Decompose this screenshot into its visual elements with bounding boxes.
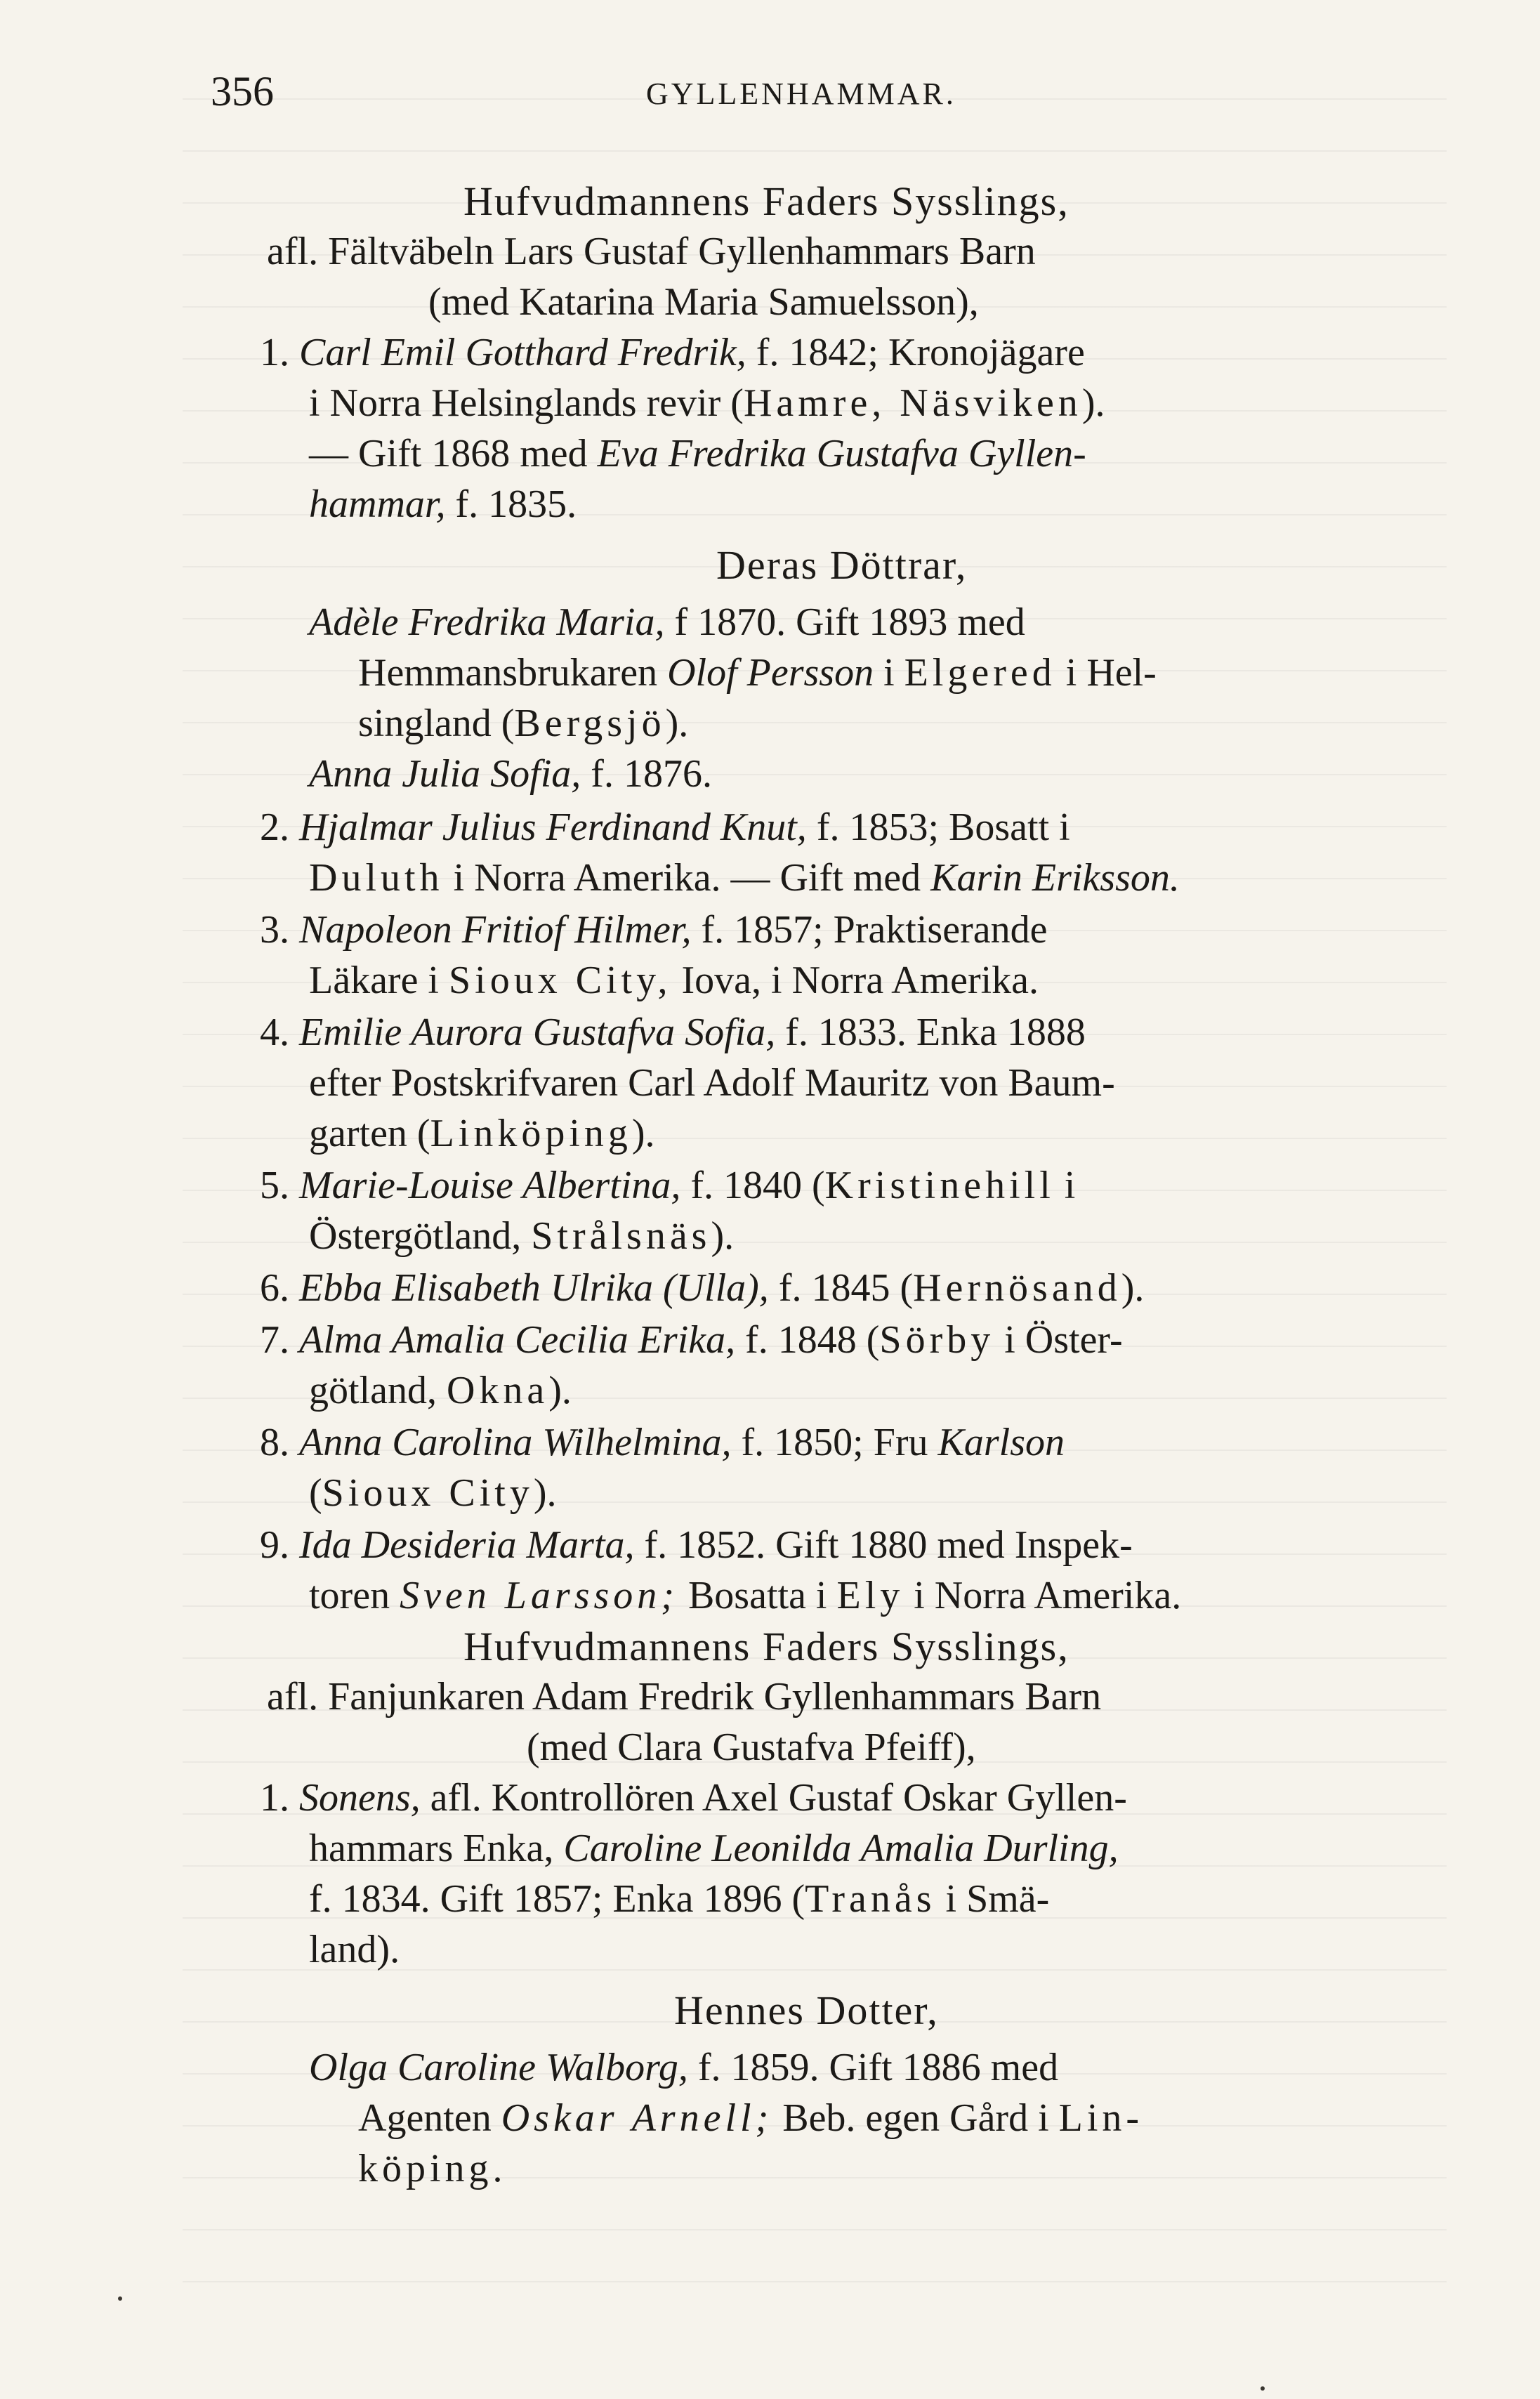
entry-line: [260, 1525, 1133, 1565]
person-name: Ida Desideria Marta,: [299, 1523, 635, 1567]
text-line: [358, 704, 688, 743]
place-name: Duluth: [309, 856, 444, 900]
section-heading: Hufvudmannens Faders Sysslings,: [463, 178, 1070, 224]
text-span: Hemmansbrukaren: [358, 651, 658, 695]
text-span: (: [309, 1471, 322, 1515]
person-name: Sven Larsson;: [400, 1574, 678, 1617]
text-line: [309, 1216, 734, 1256]
text-line: [309, 961, 1039, 1000]
text-line: [309, 1829, 1119, 1868]
entry-number: 1.: [260, 1776, 289, 1820]
person-name: Hjalmar Julius Ferdinand Knut,: [299, 806, 807, 849]
place-name: Tranås: [805, 1877, 936, 1921]
entry-line: [260, 908, 1048, 952]
person-name: Oskar Arnell;: [501, 2096, 773, 2140]
text-span: i Norra Amerika. — Gift med: [453, 856, 921, 900]
entry-line: [260, 1778, 1127, 1818]
text-span: i Smä-: [945, 1877, 1050, 1921]
text-span: toren: [309, 1574, 390, 1617]
text-span: ).: [631, 1112, 655, 1155]
entry-text: f. 1850; Fru: [741, 1421, 928, 1464]
text-line: [309, 2048, 1058, 2087]
text-line: [309, 1576, 1181, 1615]
entry-number: 3.: [260, 908, 289, 952]
text-span: garten (: [309, 1112, 430, 1155]
text-line: [358, 651, 1157, 695]
place-name: Linköping: [430, 1112, 632, 1155]
entry-text: f. 1845 (: [778, 1266, 914, 1310]
entry-line: [260, 1166, 1075, 1205]
text-line: köping.: [358, 2147, 507, 2190]
place-name: Okna: [446, 1369, 549, 1412]
text-line: (med Clara Gustafva Pfeiff),: [527, 1726, 976, 1769]
text-span: f. 1834. Gift 1857; Enka 1896 (: [309, 1877, 805, 1921]
person-name: Karlson: [937, 1421, 1065, 1464]
person-name: Karin Eriksson.: [930, 856, 1180, 900]
person-name: Adèle Fredrika Maria,: [309, 600, 665, 644]
text-line: [309, 600, 1025, 644]
place-name: Kristinehill: [824, 1164, 1055, 1207]
person-name: Marie-Louise Albertina,: [299, 1164, 681, 1207]
text-line: [309, 1473, 556, 1513]
text-span: ).: [1121, 1266, 1145, 1310]
place-name: Hamre, Näsviken: [743, 381, 1082, 425]
text-line: [309, 383, 1105, 423]
text-span: Bosatta i: [687, 1574, 827, 1617]
place-name: Hernösand: [913, 1266, 1121, 1310]
entry-number: 9.: [260, 1523, 289, 1567]
place-name: Ely: [836, 1574, 904, 1617]
text-span: Iova, i Norra Amerika.: [681, 959, 1039, 1002]
section-heading: Hufvudmannens Faders Sysslings,: [463, 1624, 1070, 1669]
person-name: Emilie Aurora Gustafva Sofia,: [299, 1011, 776, 1054]
entry-text: f. 1848 (: [745, 1318, 880, 1362]
text-line: [309, 754, 712, 794]
text-line: afl. Fältväbeln Lars Gustaf Gyllenhammars Barn: [267, 230, 1036, 273]
text-line: [309, 858, 1180, 898]
person-name: Ebba Elisabeth Ulrika (Ulla),: [299, 1266, 769, 1310]
running-title: GYLLENHAMMAR.: [646, 77, 956, 111]
text-span: singland (: [358, 702, 515, 745]
person-name: Olga Caroline Walborg,: [309, 2046, 688, 2089]
text-line: [309, 1879, 1049, 1919]
person-name: Eva Fredrika Gustafva Gyllen-: [597, 432, 1086, 475]
entry-number: 1.: [260, 331, 289, 374]
entry-text: afl. Kontrollören Axel Gustaf Oskar Gyllen-: [430, 1776, 1127, 1820]
text-span: f. 1835.: [455, 482, 577, 526]
text-line: (med Katarina Maria Samuelsson),: [428, 280, 979, 324]
text-span: i Hel-: [1065, 651, 1157, 695]
text-span: ).: [711, 1214, 735, 1258]
entry-line: [260, 1268, 1144, 1308]
text-span: f. 1859. Gift 1886 med: [697, 2046, 1059, 2089]
entry-number: 2.: [260, 806, 289, 849]
paper-speck: [118, 2296, 122, 2301]
section-heading: Deras Döttrar,: [716, 542, 968, 588]
entry-text: f. 1840 (: [690, 1164, 825, 1207]
person-name: Carl Emil Gotthard Fredrik,: [299, 331, 746, 374]
text-line: [309, 434, 1086, 473]
text-span: f 1870. Gift 1893 med: [674, 600, 1025, 644]
person-name: Olof Persson: [667, 651, 874, 695]
entry-text: f. 1842; Kronojägare: [756, 331, 1085, 374]
person-name: hammar,: [309, 482, 446, 526]
person-name: Napoleon Fritiof Hilmer,: [299, 908, 692, 952]
entry-text: f. 1852. Gift 1880 med Inspek-: [644, 1523, 1133, 1567]
entry-number: 4.: [260, 1011, 289, 1054]
text-span: i Norra Helsinglands revir (: [309, 381, 744, 425]
text-line: land).: [309, 1928, 400, 1971]
text-line: [309, 1371, 572, 1410]
text-span: götland,: [309, 1369, 437, 1412]
text-span: Sonens,: [299, 1776, 421, 1820]
text-span: Agenten: [358, 2096, 492, 2140]
place-name: Lin-: [1058, 2096, 1144, 2140]
entry-text: f. 1833. Enka 1888: [785, 1011, 1086, 1054]
text-span: ).: [533, 1471, 557, 1515]
text-span: ).: [1081, 381, 1105, 425]
place-name: Elgered: [904, 651, 1056, 695]
text-span: ).: [548, 1369, 572, 1412]
text-span: i Norra Amerika.: [914, 1574, 1182, 1617]
text-span: hammars Enka,: [309, 1827, 554, 1870]
text-line: [358, 2098, 1143, 2138]
entry-number: 6.: [260, 1266, 289, 1310]
place-name: Strålsnäs: [531, 1214, 711, 1258]
text-span: f. 1876.: [591, 752, 712, 796]
section-heading: Hennes Dotter,: [674, 1987, 939, 2033]
text-span: Beb. egen Gård i: [782, 2096, 1049, 2140]
person-name: Anna Carolina Wilhelmina,: [299, 1421, 732, 1464]
text-span: i: [1064, 1164, 1076, 1207]
place-name: Sörby: [879, 1318, 995, 1362]
text-line: [309, 482, 577, 526]
text-span: i Öster-: [1004, 1318, 1123, 1362]
text-span: — Gift 1868 med: [309, 432, 588, 475]
paper-speck: [1261, 2386, 1265, 2391]
entry-text: f. 1853; Bosatt i: [816, 806, 1070, 849]
text-line: [309, 1114, 655, 1153]
entry-line: [260, 333, 1085, 372]
entry-number: 5.: [260, 1164, 289, 1207]
text-span: Östergötland,: [309, 1214, 522, 1258]
place-name: Sioux City: [322, 1471, 534, 1515]
person-name: Anna Julia Sofia,: [309, 752, 581, 796]
text-line: efter Postskrifvaren Carl Adolf Mauritz von Baum-: [309, 1061, 1115, 1105]
entry-text: f. 1857; Praktiserande: [701, 908, 1048, 952]
text-span: ).: [665, 702, 689, 745]
text-span: Läkare i: [309, 959, 439, 1002]
text-line: afl. Fanjunkaren Adam Fredrik Gyllenhammars Barn: [267, 1675, 1102, 1718]
entry-number: 7.: [260, 1318, 289, 1362]
place-name: Bergsjö: [514, 702, 666, 745]
entry-number: 8.: [260, 1421, 289, 1464]
person-name: Alma Amalia Cecilia Erika,: [299, 1318, 736, 1362]
entry-line: [260, 1013, 1086, 1052]
person-name: Caroline Leonilda Amalia Durling,: [563, 1827, 1119, 1870]
entry-line: [260, 1320, 1123, 1360]
text-span: i: [883, 651, 895, 695]
page-number: 356: [211, 68, 274, 114]
place-name: Sioux City,: [448, 959, 672, 1002]
entry-line: [260, 808, 1070, 847]
entry-line: [260, 1423, 1065, 1462]
